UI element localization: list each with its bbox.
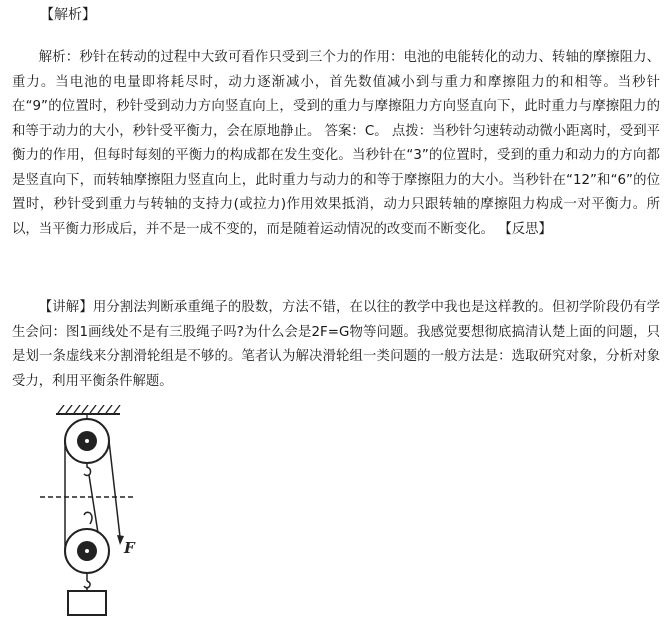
force-arrow-head: [117, 535, 124, 545]
force-label: F: [124, 539, 135, 557]
ceiling-support: [56, 405, 120, 419]
fixed-pulley: [65, 419, 109, 463]
movable-pulley: [65, 529, 109, 573]
fixed-pulley-hook: [84, 463, 91, 476]
commentary-paragraph: 【讲解】用分割法判断承重绳子的股数，方法不错，在以往的教学中我也是这样教的。但初学阶段仍有学生会问：图1画线处不是有三股绳子吗?为什么会是2F=G物等问题。我感觉要想彻底搞清认楚上面的问题，只是划一条虚线来分割滑轮组是不够的。笔者认为解决滑轮组一类问题的一般方法是：选取研究对象，分析对象受力，利用平衡条件解题。: [12, 300, 660, 389]
movable-pulley-hook: [84, 512, 92, 524]
weight-block: [68, 591, 106, 615]
analysis-paragraph: 解析：秒针在转动的过程中大致可看作只受到三个力的作用：电池的电能转化的动力、转轴的摩擦阻力、重力。当电池的电量即将耗尽时，动力逐渐减小，首先数值减小到与重力和摩擦阻力的和相等。当秒针在“9”的位置时，秒针受到动力方向竖直向上，受到的重力与摩擦阻力方向竖直向下，此时重力与摩擦阻力的和等于动力的大小，秒针受平衡力，会在原地静止。 答案：C。 点拨：当秒针匀速转动动微小距离时，受到平衡力的作用，但每时每刻的平衡力的构成都在发生变化。当秒针在“3”的位置时，受到的重力和动力的方向都是竖直向下，而转轴摩擦阻力竖直向上，此时重力与动力的和等于摩擦阻力的大小。当秒针在“12”和“6”的位置时，秒针受到重力与转轴的支持力(或拉力)作用效果抵消，动力只跟转轴的摩擦阻力构成一对平衡力。所以，当平衡力形成后，并不是一成不变的，而是随着运动情况的改变而不断变化。 【反思】: [12, 50, 660, 237]
section-header: 【解析】: [40, 7, 96, 23]
pulley-diagram: [40, 405, 160, 617]
